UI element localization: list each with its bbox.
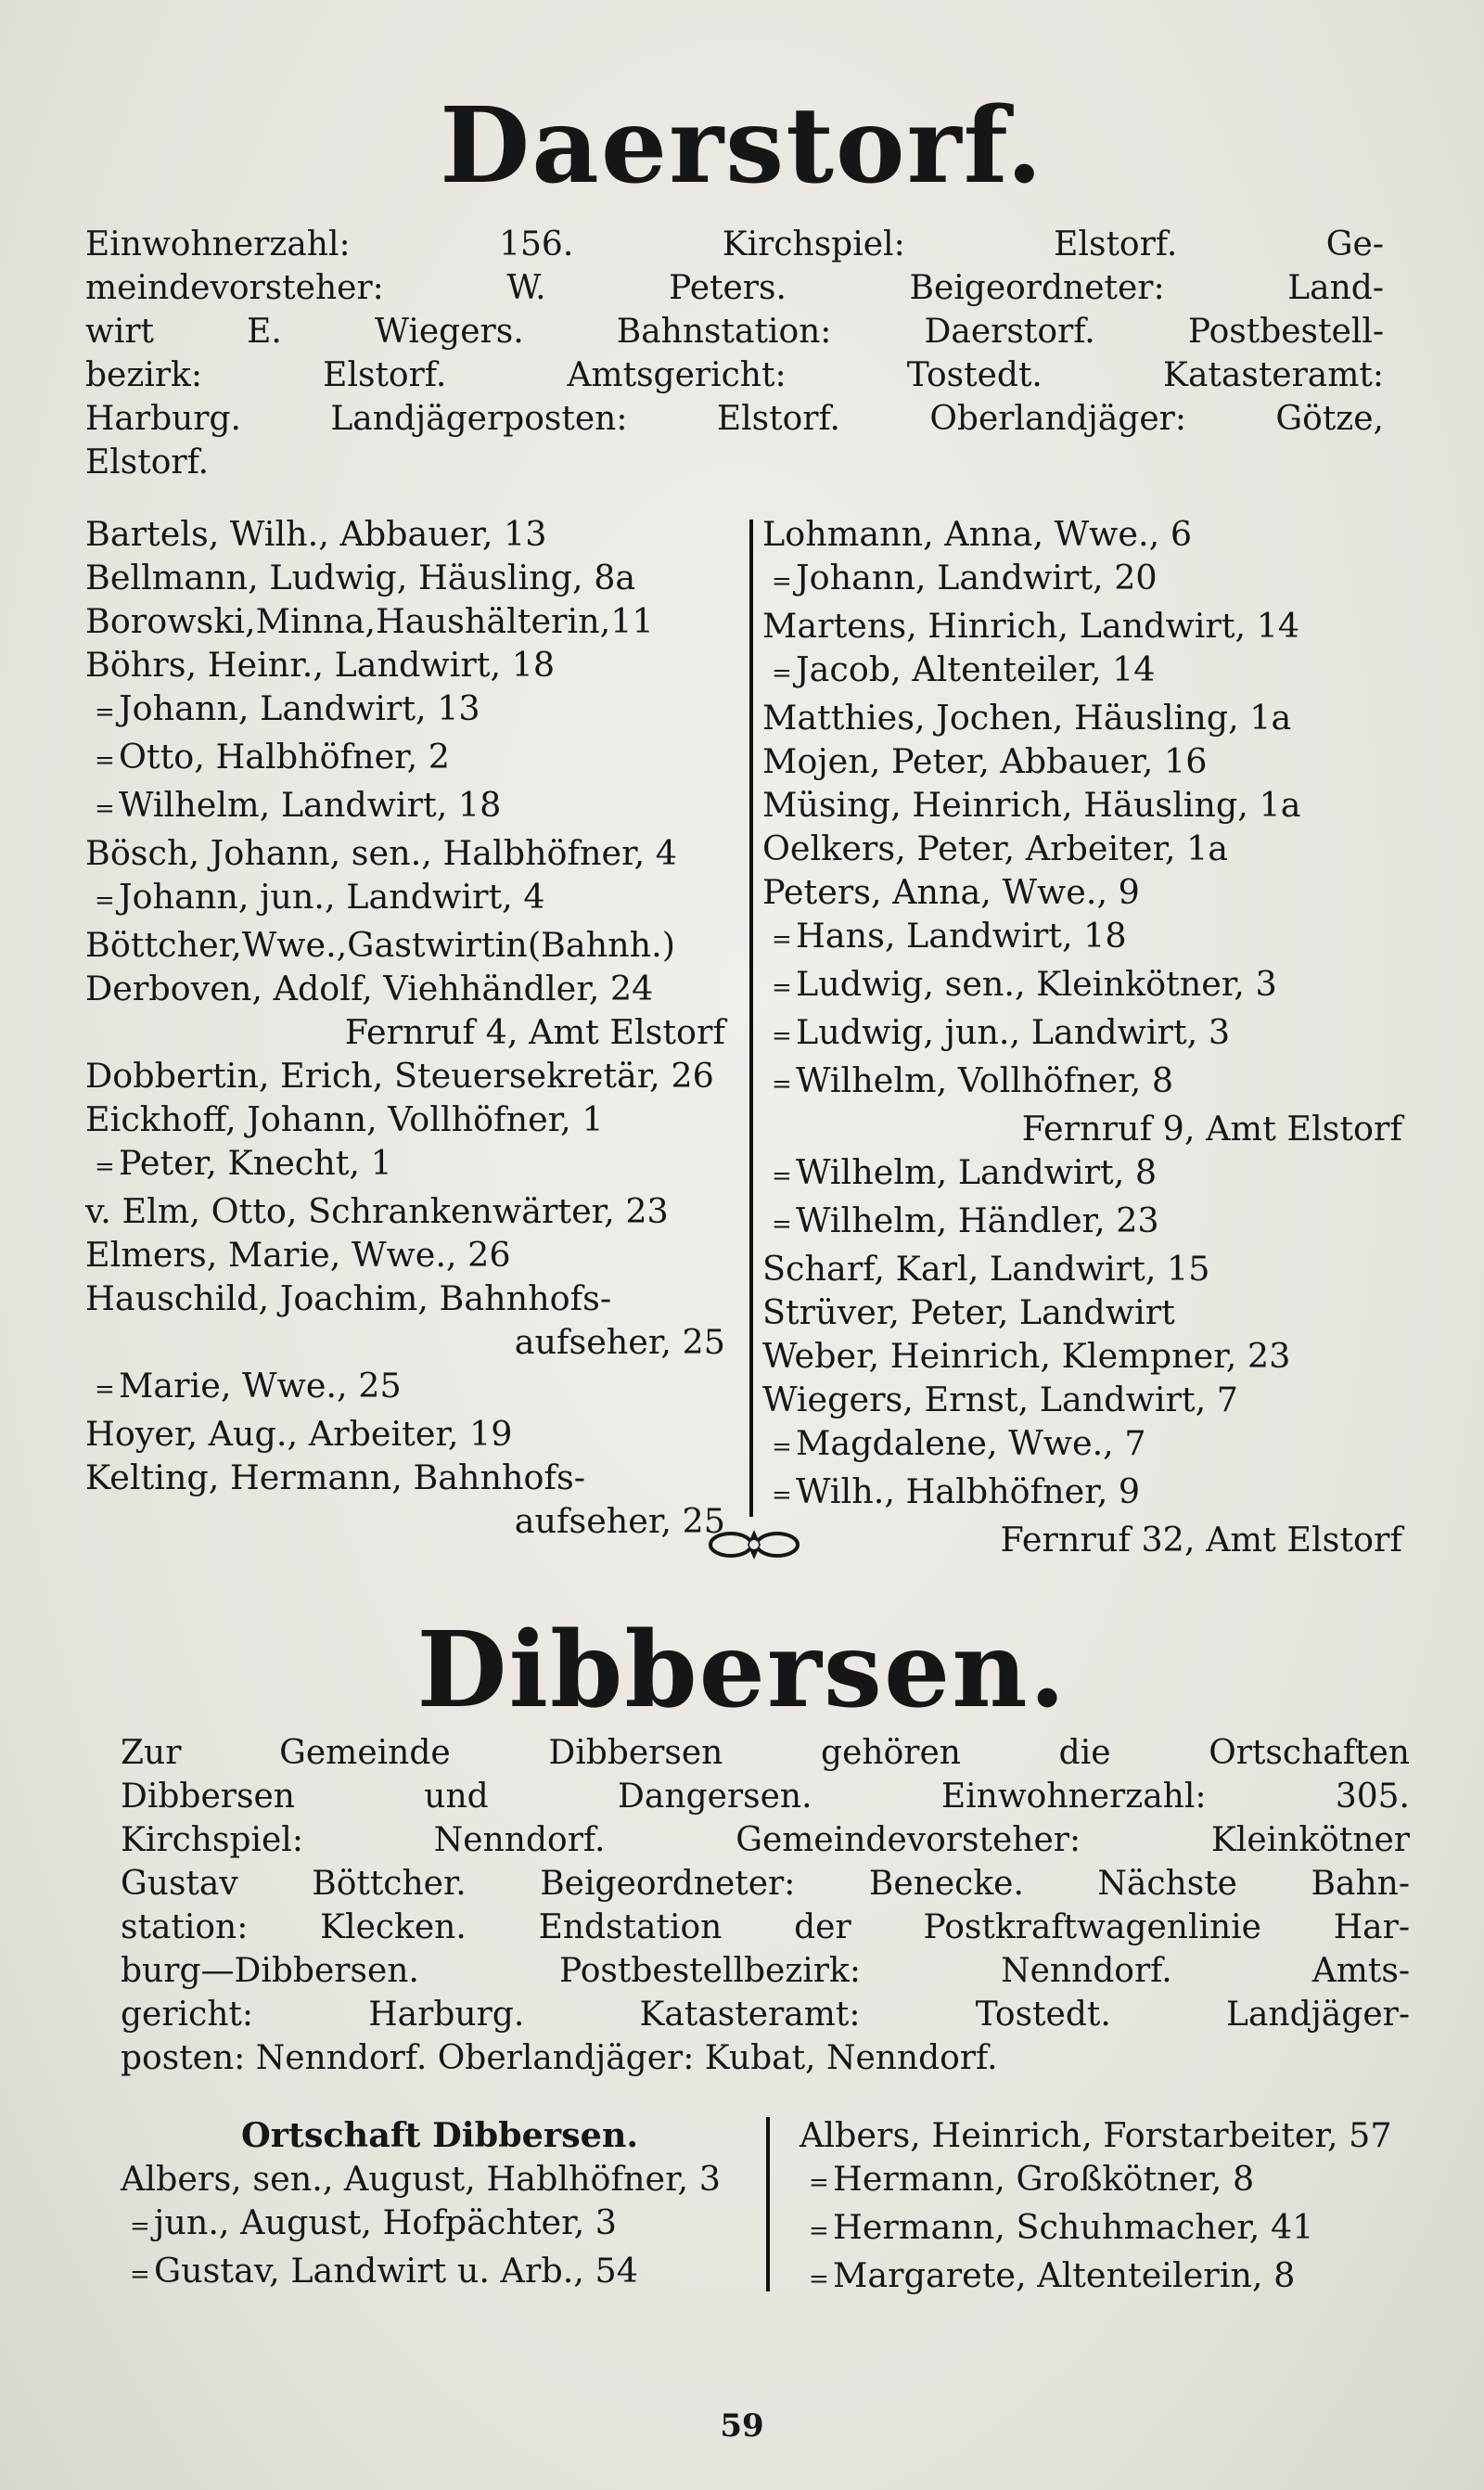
entry-text: Hauschild, Joachim, Bahnhofs- xyxy=(85,1278,612,1318)
entry-text: Marie, Wwe., 25 xyxy=(119,1366,402,1405)
list-item xyxy=(85,875,725,923)
entry-text: Johann, Landwirt, 20 xyxy=(796,558,1158,597)
intro-line: meindevorsteher: W. Peters. Beigeordneter: Land- xyxy=(85,269,1384,307)
entry-text: Albers, Heinrich, Forstarbeiter, 57 xyxy=(800,2115,1392,2155)
intro-line: Elstorf. xyxy=(85,443,210,481)
list-item xyxy=(762,1290,1402,1334)
ditto-mark: = xyxy=(809,2265,829,2293)
list-item xyxy=(762,1107,1402,1150)
list-item xyxy=(762,556,1402,604)
entry-text: Bellmann, Ludwig, Häusling, 8a xyxy=(85,558,636,597)
list-item xyxy=(762,1421,1402,1470)
entry-text: Eickhoff, Johann, Vollhöfner, 1 xyxy=(85,1099,604,1139)
entry-text: Jacob, Altenteiler, 14 xyxy=(796,649,1156,689)
entry-text: Hermann, Schuhmacher, 41 xyxy=(833,2207,1314,2247)
list-item xyxy=(800,2113,1421,2157)
list-item xyxy=(762,1334,1402,1378)
list-item xyxy=(800,2205,1421,2253)
ditto-mark: = xyxy=(772,1162,792,1190)
ditto-mark: = xyxy=(95,1376,115,1404)
list-item xyxy=(85,783,725,831)
ditto-mark: = xyxy=(772,1433,792,1461)
ditto-mark: = xyxy=(809,2169,829,2197)
column-divider xyxy=(766,2117,770,2291)
page-number: 59 xyxy=(720,2407,764,2445)
entry-text: Wilh., Halbhöfner, 9 xyxy=(796,1471,1141,1511)
list-item xyxy=(85,831,725,875)
entry-text: Martens, Hinrich, Landwirt, 14 xyxy=(762,606,1300,646)
entry-text: Fernruf 32, Amt Elstorf xyxy=(1000,1520,1402,1559)
list-item xyxy=(85,643,725,687)
entry-text: Wilhelm, Vollhöfner, 8 xyxy=(796,1060,1174,1100)
list-item xyxy=(762,1247,1402,1290)
intro-line: burg—Dibbersen. Postbestellbezirk: Nenndorf. Amts- xyxy=(121,1952,1410,1990)
entry-text: aufseher, 25 xyxy=(514,1322,725,1362)
list-item xyxy=(85,599,725,643)
ornament-divider-icon xyxy=(703,1526,805,1563)
ditto-mark: = xyxy=(772,1211,792,1239)
intro-line: Zur Gemeinde Dibbersen gehören die Ortschaften xyxy=(121,1734,1410,1772)
intro-daerstorf xyxy=(85,223,1384,484)
ditto-mark: = xyxy=(772,974,792,1002)
residents-left-column-dibbersen xyxy=(121,2113,751,2297)
list-item xyxy=(85,1054,725,1097)
list-item xyxy=(85,1233,725,1277)
list-item xyxy=(762,1010,1402,1059)
ditto-mark: = xyxy=(772,660,792,687)
list-item xyxy=(85,687,725,735)
intro-line: gericht: Harburg. Katasteramt: Tostedt. Landjäger- xyxy=(121,1996,1410,2034)
ditto-mark: = xyxy=(772,1071,792,1098)
ditto-mark: = xyxy=(772,1022,792,1050)
entry-text: Otto, Halbhöfner, 2 xyxy=(119,737,451,777)
entry-text: Müsing, Heinrich, Häusling, 1a xyxy=(762,785,1301,825)
entry-text: Wilhelm, Landwirt, 8 xyxy=(796,1152,1158,1192)
ditto-mark: = xyxy=(130,2261,150,2289)
entry-text: Oelkers, Peter, Arbeiter, 1a xyxy=(762,828,1229,868)
residents-right-column-dibbersen xyxy=(800,2113,1421,2302)
ditto-mark: = xyxy=(95,1153,115,1181)
list-item xyxy=(85,1456,725,1499)
ditto-mark: = xyxy=(95,887,115,915)
list-item xyxy=(800,2157,1421,2205)
list-item xyxy=(762,739,1402,783)
entry-text: Wilhelm, Händler, 23 xyxy=(796,1200,1159,1240)
list-item xyxy=(762,783,1402,827)
list-item xyxy=(762,1199,1402,1247)
entry-text: Fernruf 4, Amt Elstorf xyxy=(344,1012,725,1052)
list-item xyxy=(762,648,1402,696)
list-item xyxy=(85,1277,725,1320)
entry-text: aufseher, 25 xyxy=(514,1501,725,1541)
list-item xyxy=(85,923,725,967)
intro-line: wirt E. Wiegers. Bahnstation: Daerstorf. Postbestell- xyxy=(85,313,1384,351)
entry-text: v. Elm, Otto, Schrankenwärter, 23 xyxy=(85,1191,669,1231)
intro-line: posten: Nenndorf. Oberlandjäger: Kubat, Nenndorf. xyxy=(121,2039,998,2077)
list-item xyxy=(762,962,1402,1010)
intro-line: station: Klecken. Endstation der Postkraftwagenlinie Har- xyxy=(121,1908,1410,1946)
list-item xyxy=(762,696,1402,739)
column-divider xyxy=(749,520,753,1517)
residents-right-column-daerstorf xyxy=(762,512,1402,1561)
entry-text: Borowski,Minna,Haushälterin,11 xyxy=(85,601,654,641)
section-title-dibbersen: Dibbersen. xyxy=(416,1610,1068,1731)
ditto-mark: = xyxy=(772,926,792,954)
intro-line: bezirk: Elstorf. Amtsgericht: Tostedt. Katasteramt: xyxy=(85,356,1384,394)
list-item xyxy=(85,1097,725,1141)
list-item xyxy=(800,2253,1421,2302)
list-item xyxy=(85,967,725,1010)
entry-text: Dobbertin, Erich, Steuersekretär, 26 xyxy=(85,1056,714,1096)
list-item xyxy=(85,1320,725,1364)
list-item xyxy=(85,1141,725,1189)
residents-left-column-daerstorf xyxy=(85,512,725,1543)
list-item xyxy=(85,1412,725,1456)
entry-text: Johann, jun., Landwirt, 4 xyxy=(119,877,545,917)
list-item xyxy=(762,512,1402,556)
list-item xyxy=(762,827,1402,870)
entry-text: Wiegers, Ernst, Landwirt, 7 xyxy=(762,1380,1239,1419)
ditto-mark: = xyxy=(130,2213,150,2240)
entry-text: Ludwig, jun., Landwirt, 3 xyxy=(796,1012,1231,1052)
entry-text: Lohmann, Anna, Wwe., 6 xyxy=(762,514,1193,554)
list-item xyxy=(762,1518,1402,1561)
entry-text: Derboven, Adolf, Viehhändler, 24 xyxy=(85,969,654,1008)
list-item xyxy=(85,1499,725,1543)
intro-line: Kirchspiel: Nenndorf. Gemeindevorsteher: Kleinkötner xyxy=(121,1821,1410,1859)
entry-text: Peters, Anna, Wwe., 9 xyxy=(762,872,1140,912)
entry-text: Fernruf 9, Amt Elstorf xyxy=(1021,1109,1402,1149)
list-item xyxy=(762,870,1402,914)
entry-text: Weber, Heinrich, Klempner, 23 xyxy=(762,1336,1291,1376)
entry-text: Ludwig, sen., Kleinkötner, 3 xyxy=(796,964,1277,1004)
list-item xyxy=(762,1378,1402,1421)
entry-text: Gustav, Landwirt u. Arb., 54 xyxy=(154,2251,638,2291)
ditto-mark: = xyxy=(95,699,115,726)
entry-text: Matthies, Jochen, Häusling, 1a xyxy=(762,698,1292,738)
entry-text: Bösch, Johann, sen., Halbhöfner, 4 xyxy=(85,833,678,873)
ditto-mark: = xyxy=(95,795,115,823)
entry-text: Magdalene, Wwe., 7 xyxy=(796,1423,1146,1463)
ditto-mark: = xyxy=(772,1482,792,1509)
list-item xyxy=(85,1189,725,1233)
entry-text: Margarete, Altenteilerin, 8 xyxy=(833,2255,1296,2295)
intro-line: Gustav Böttcher. Beigeordneter: Benecke. Nächste Bahn- xyxy=(121,1865,1410,1903)
list-item xyxy=(85,1010,725,1054)
subheading-ortschaft: Ortschaft Dibbersen. xyxy=(241,2115,639,2155)
intro-dibbersen xyxy=(121,1731,1410,2080)
list-item xyxy=(121,2157,751,2201)
entry-text: Hermann, Großkötner, 8 xyxy=(833,2159,1255,2199)
entry-text: Kelting, Hermann, Bahnhofs- xyxy=(85,1457,586,1497)
list-item xyxy=(762,604,1402,648)
intro-line: Dibbersen und Dangersen. Einwohnerzahl: 305. xyxy=(121,1778,1410,1816)
entry-text: Bartels, Wilh., Abbauer, 13 xyxy=(85,514,547,554)
list-item xyxy=(762,1470,1402,1518)
list-item xyxy=(85,1364,725,1412)
entry-text: Hoyer, Aug., Arbeiter, 19 xyxy=(85,1414,513,1454)
entry-text: Hans, Landwirt, 18 xyxy=(796,916,1127,956)
entry-text: Wilhelm, Landwirt, 18 xyxy=(119,785,502,825)
list-item xyxy=(85,512,725,556)
ditto-mark: = xyxy=(809,2217,829,2245)
list-item xyxy=(121,2249,751,2297)
list-item xyxy=(762,1059,1402,1107)
entry-text: Böhrs, Heinr., Landwirt, 18 xyxy=(85,645,556,685)
entry-text: Böttcher,Wwe.,Gastwirtin(Bahnh.) xyxy=(85,925,676,965)
entry-text: Elmers, Marie, Wwe., 26 xyxy=(85,1235,511,1275)
entry-text: jun., August, Hofpächter, 3 xyxy=(154,2202,618,2242)
entry-text: Mojen, Peter, Abbauer, 16 xyxy=(762,741,1208,781)
entry-text: Johann, Landwirt, 13 xyxy=(119,688,480,728)
ditto-mark: = xyxy=(772,568,792,596)
entry-text: Strüver, Peter, Landwirt xyxy=(762,1292,1175,1332)
list-item xyxy=(762,1150,1402,1199)
entry-text: Albers, sen., August, Hablhöfner, 3 xyxy=(121,2159,721,2199)
intro-line: Harburg. Landjägerposten: Elstorf. Oberlandjäger: Götze, xyxy=(85,400,1384,438)
entry-text: Peter, Knecht, 1 xyxy=(119,1143,392,1183)
list-item xyxy=(85,556,725,599)
section-title-daerstorf: Daerstorf. xyxy=(440,85,1044,207)
intro-line: Einwohnerzahl: 156. Kirchspiel: Elstorf. Ge- xyxy=(85,225,1384,263)
list-item xyxy=(121,2201,751,2249)
ditto-mark: = xyxy=(95,747,115,775)
list-item xyxy=(762,914,1402,962)
entry-text: Scharf, Karl, Landwirt, 15 xyxy=(762,1249,1210,1289)
list-item xyxy=(85,735,725,783)
